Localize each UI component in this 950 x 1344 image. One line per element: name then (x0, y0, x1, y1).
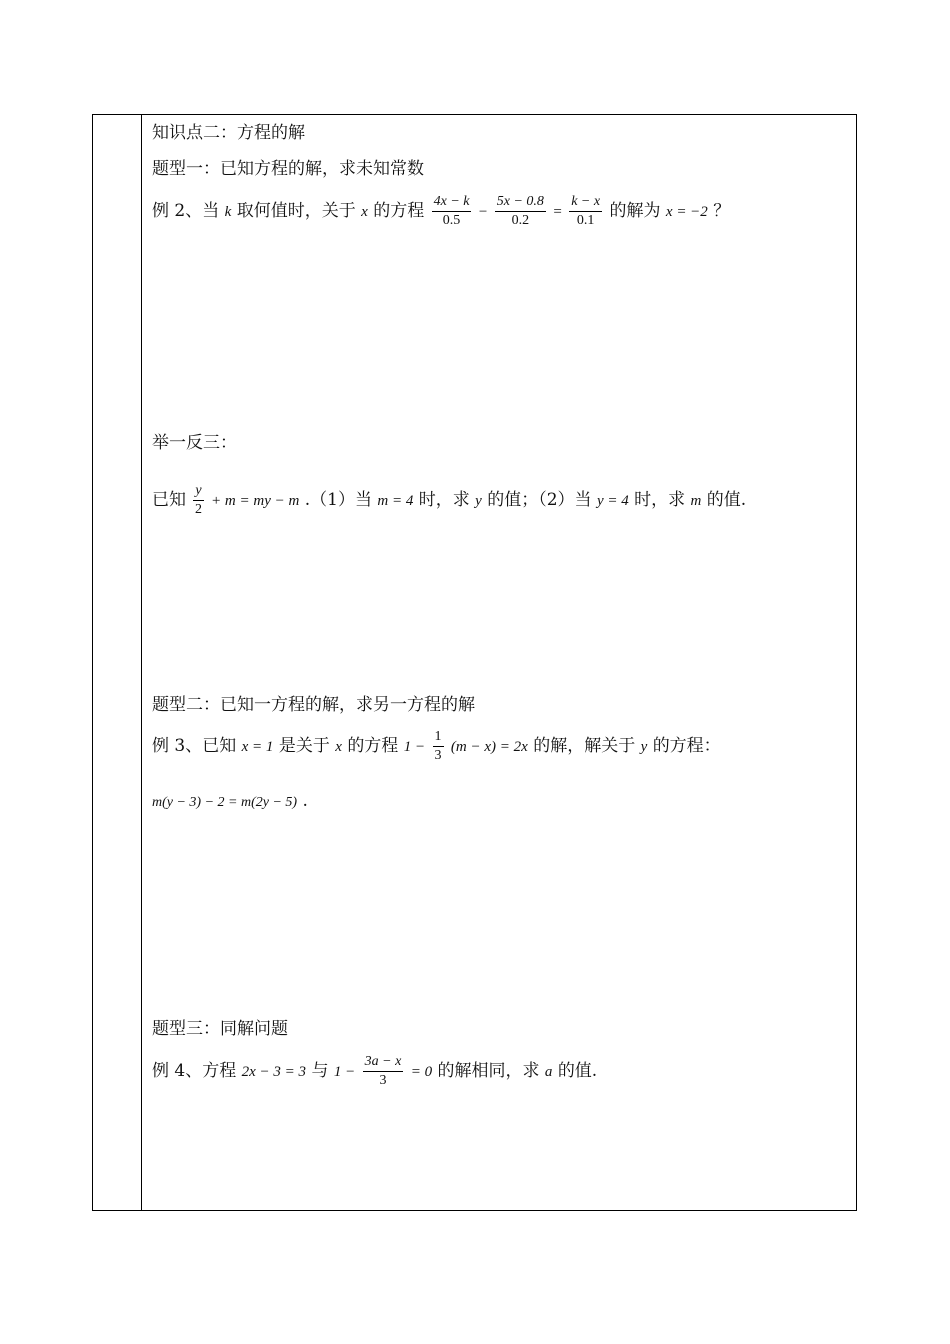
ex2-fraction-2 (495, 195, 546, 228)
practice-text-2: .（1）当 (304, 490, 372, 510)
ex3-text-3: 的方程 (347, 736, 399, 756)
example-4 (152, 1055, 597, 1088)
ex2-f2-numerator: 5x − 0.8 (495, 195, 546, 212)
ex2-f1-numerator: 4x − k (432, 195, 472, 212)
ex2-text-3: 的方程 (373, 201, 425, 221)
ex4-one-minus: 1 − (333, 1064, 356, 1080)
ex3-one-minus: 1 − (403, 739, 426, 755)
knowledge-point-heading: 知识点二：方程的解 (152, 123, 305, 143)
practice-problem (152, 484, 746, 517)
practice-text-4: 的值；（2）当 (487, 490, 592, 510)
ex3-text-4: 的解，解关于 (533, 736, 636, 756)
ex3-f-denominator: 3 (434, 748, 442, 763)
practice-text-3: 时，求 (418, 490, 470, 510)
ex2-solution: x = −2 (665, 204, 708, 220)
ex2-fraction-3 (569, 195, 602, 228)
practice-m-eq-4: m = 4 (377, 493, 414, 509)
ex2-var-k: k (224, 204, 232, 220)
table-frame (92, 114, 857, 1211)
type2-heading: 题型二：已知一方程的解，求另一方程的解 (152, 695, 475, 715)
ex4-equation-1: 2x − 3 = 3 (241, 1064, 307, 1080)
ex3-text-5: 的方程： (652, 736, 721, 756)
ex3-x-eq-1: x = 1 (241, 739, 274, 755)
type1-heading: 题型一：已知方程的解，求未知常数 (152, 159, 424, 179)
ex2-text-5: ？ (713, 201, 731, 221)
practice-f-numerator: y (193, 484, 203, 501)
ex2-text-2: 取何值时，关于 (236, 201, 356, 221)
ex3-fraction (433, 730, 444, 763)
ex4-var-a: a (544, 1064, 553, 1080)
example-3 (152, 730, 721, 763)
ex3-text-2: 是关于 (278, 736, 330, 756)
ex2-minus: − (478, 204, 488, 220)
ex4-text-3: 的解相同，求 (437, 1061, 540, 1081)
practice-text-5: 时，求 (634, 490, 686, 510)
type3-heading: 题型三：同解问题 (152, 1019, 288, 1039)
ex2-var-x: x (361, 204, 368, 220)
ex2-text-1: 例 2、当 (152, 201, 220, 221)
ex2-text-4: 的解为 (609, 201, 661, 221)
ex3-target-equation: m(y − 3) − 2 = m(2y − 5) (152, 795, 298, 810)
ex2-f2-denominator: 0.2 (511, 213, 530, 228)
ex2-equals: = (553, 204, 562, 220)
ex4-text-4: 的值. (557, 1061, 598, 1081)
ex3-f-numerator: 1 (433, 730, 444, 747)
ex3-equation-rest: (m − x) = 2x (450, 739, 528, 755)
ex2-fraction-1 (432, 195, 472, 228)
ex3-var-x: x (335, 739, 342, 755)
practice-equation: + m = my − m (211, 493, 300, 509)
example-2 (152, 195, 730, 228)
ex4-f-denominator: 3 (379, 1073, 387, 1088)
ex4-equals-zero: = 0 (410, 1064, 433, 1080)
practice-text-1: 已知 (152, 490, 186, 510)
ex4-f-numerator: 3a − x (363, 1055, 404, 1072)
ex2-f3-denominator: 0.1 (576, 213, 595, 228)
ex3-text-1: 例 3、已知 (152, 736, 237, 756)
example-3-equation (152, 793, 308, 810)
ex3-equation-end: . (302, 791, 308, 811)
practice-text-6: 的值. (706, 490, 747, 510)
practice-y-eq-4: y = 4 (596, 493, 629, 509)
ex4-text-1: 例 4、方程 (152, 1061, 237, 1081)
ex4-text-2: 与 (311, 1061, 329, 1081)
practice-var-y: y (475, 493, 482, 509)
column-divider (141, 114, 142, 1211)
practice-heading: 举一反三： (152, 433, 237, 453)
practice-f-denominator: 2 (195, 502, 203, 517)
practice-fraction (193, 484, 203, 517)
ex2-f1-denominator: 0.5 (442, 213, 461, 228)
practice-var-m: m (690, 493, 702, 509)
ex4-fraction (363, 1055, 404, 1088)
ex2-f3-numerator: k − x (569, 195, 602, 212)
ex3-var-y: y (640, 739, 648, 755)
